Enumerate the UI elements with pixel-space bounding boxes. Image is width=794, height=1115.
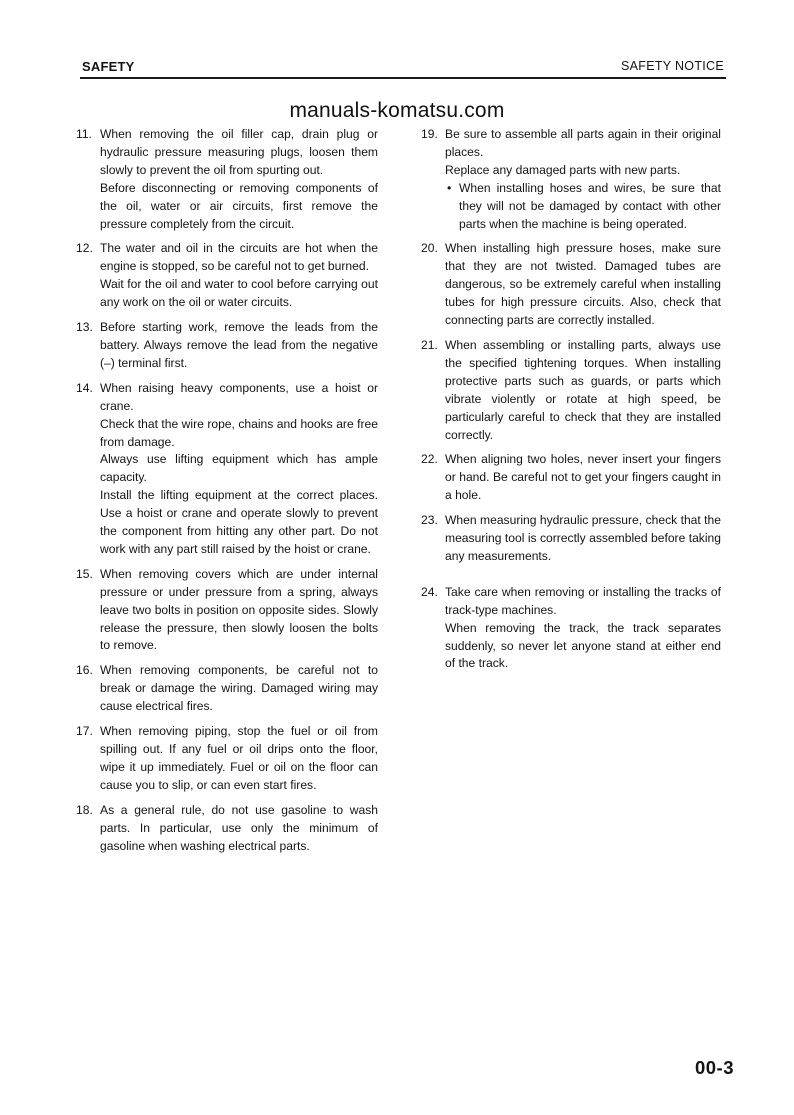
notice-item-22 <box>421 451 721 505</box>
notice-item-23 <box>421 512 721 566</box>
notice-item-16 <box>76 662 378 716</box>
item-text: When removing components, be careful not to break or damage the wiring. Damaged wiring may cause electrical fires. <box>100 663 378 714</box>
item-number: 24. <box>421 584 438 599</box>
notice-item-13 <box>76 319 378 373</box>
item-text: When installing high pressure hoses, make sure that they are not twisted. Damaged tubes are dangerous, so be extremely careful when installing tubes for high pressure circuits. Also, check that connecting parts are correctly installed. <box>445 241 721 328</box>
item-number: 12. <box>76 241 93 256</box>
item-text: Always use lifting equipment which has ample capacity. <box>100 452 378 485</box>
watermark-text: manuals-komatsu.com <box>289 99 505 122</box>
header-rule <box>80 77 726 79</box>
item-text: As a general rule, do not use gasoline to wash parts. In particular, use only the minimum of gasoline when washing electrical parts. <box>100 802 378 853</box>
item-number: 17. <box>76 724 93 739</box>
notice-item-17 <box>76 723 378 795</box>
item-text: Take care when removing or installing the tracks of track-type machines. <box>445 584 721 617</box>
item-text: When removing the oil filler cap, drain plug or hydraulic pressure measuring plugs, loosen them slowly to prevent the oil from spurting out. <box>100 127 378 177</box>
item-text: Check that the wire rope, chains and hooks are free from damage. <box>100 416 378 449</box>
item-text: When raising heavy components, use a hoist or crane. <box>100 380 378 413</box>
item-number: 21. <box>421 337 438 352</box>
item-number: 13. <box>76 320 93 335</box>
notice-item-18 <box>76 802 378 856</box>
item-text: When removing covers which are under internal pressure or under pressure from a spring, always leave two bolts in position on opposite sides. Slowly release the pressure, then slowly loosen the bolts to remove. <box>100 566 378 653</box>
section-label: SAFETY <box>82 59 135 74</box>
item-text: The water and oil in the circuits are hot when the engine is stopped, so be careful not to get burned. <box>100 241 378 274</box>
notice-item-19 <box>421 126 721 233</box>
item-number: 23. <box>421 513 438 528</box>
notice-item-20 <box>421 240 721 330</box>
item-number: 15. <box>76 566 93 581</box>
item-number: 18. <box>76 802 93 817</box>
notice-item-15 <box>76 566 378 656</box>
item-text: Be sure to assemble all parts again in their original places. <box>445 127 721 159</box>
item-text: When removing piping, stop the fuel or oil from spilling out. If any fuel or oil drips onto the floor, wipe it up immediately. Fuel or oil on the floor can cause you to slip, or can even start fires. <box>100 724 378 792</box>
item-number: 20. <box>421 241 438 256</box>
item-text: Install the lifting equipment at the correct places. Use a hoist or crane and operate slowly to prevent the component from hitting any other part. Do not work with any part still raised by the hoist or crane. <box>100 488 378 556</box>
bullet-text: When installing hoses and wires, be sure that they will not be damaged by contact with other parts when the machine is being operated. <box>459 180 721 231</box>
item-number: 14. <box>76 380 93 395</box>
bullet-item <box>421 180 721 234</box>
item-number: 22. <box>421 452 438 467</box>
item-text: Before disconnecting or removing components of the oil, water or air circuits, first remove the pressure completely from the circuit. <box>100 180 378 231</box>
notice-item-11 <box>76 126 378 233</box>
notice-item-24 <box>421 584 721 674</box>
item-text: When aligning two holes, never insert your fingers or hand. Be careful not to get your fingers caught in a hole. <box>445 452 721 503</box>
page-number: 00-3 <box>694 1057 734 1078</box>
item-text: When measuring hydraulic pressure, check that the measuring tool is correctly assembled before taking any measurements. <box>445 513 721 563</box>
left-column <box>76 126 378 862</box>
item-number: 19. <box>421 127 438 141</box>
notice-item-14 <box>76 380 378 559</box>
notice-item-21 <box>421 337 721 444</box>
right-column <box>421 126 721 680</box>
item-text: Before starting work, remove the leads from the battery. Always remove the lead from the negative (–) terminal first. <box>100 320 378 370</box>
page-header-title: SAFETY NOTICE <box>621 59 724 73</box>
item-number: 16. <box>76 663 93 678</box>
item-text: When removing the track, the track separates suddenly, so never let anyone stand at either end of the track. <box>445 620 721 671</box>
item-text: Wait for the oil and water to cool before carrying out any work on the oil or water circuits. <box>100 277 378 310</box>
bullet-dot-icon: • <box>447 180 452 195</box>
item-number: 11. <box>76 127 92 141</box>
notice-item-12 <box>76 240 378 312</box>
item-text: Replace any damaged parts with new parts. <box>445 162 681 177</box>
item-text: When assembling or installing parts, always use the specified tightening torques. When installing protective parts such as guards, or parts which vibrate violently or rotate at high speed, be particularly careful to check that they are installed correctly. <box>445 337 721 442</box>
